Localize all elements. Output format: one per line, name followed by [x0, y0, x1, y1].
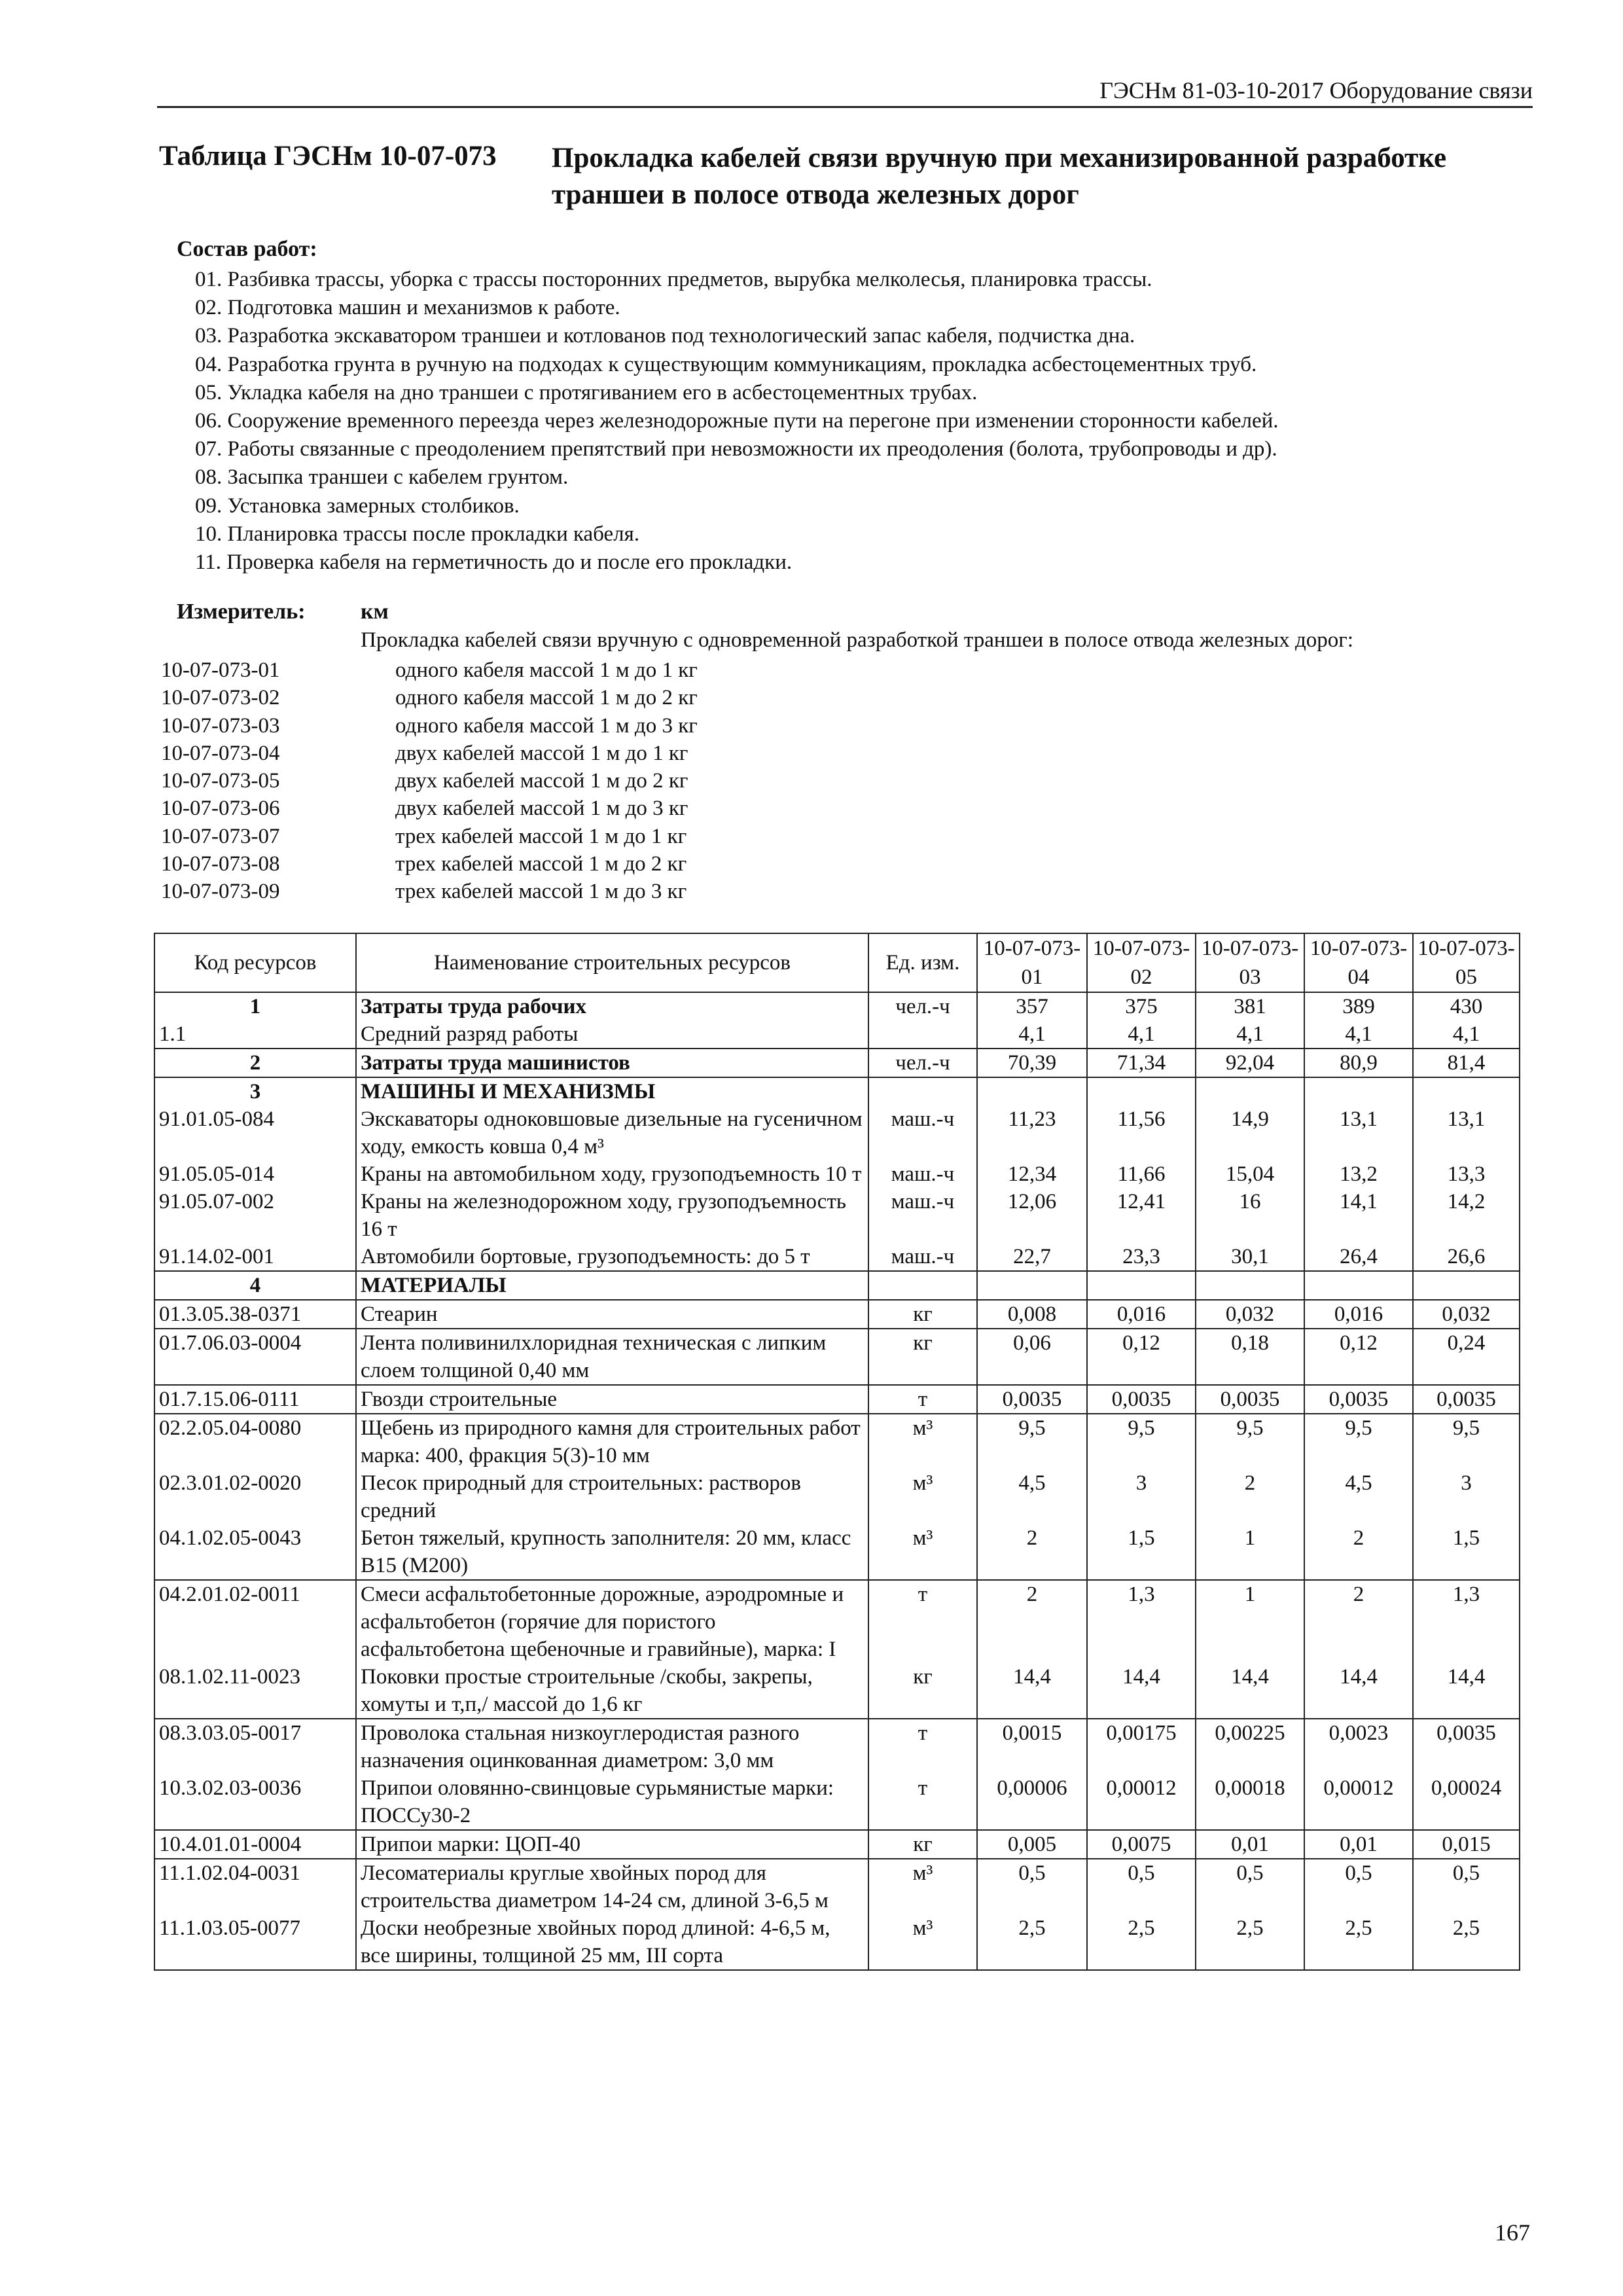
value-cell: 0,01 [1304, 1830, 1413, 1859]
variant-list [161, 656, 698, 906]
value-cell: 0,12 [1087, 1329, 1196, 1385]
resource-unit: маш.-ч [868, 1160, 977, 1188]
variant-row [161, 767, 698, 795]
variant-text: трех кабелей массой 1 м до 3 кг [395, 880, 687, 904]
resource-unit: м³ [868, 1859, 977, 1914]
value-cell: 92,04 [1196, 1049, 1304, 1077]
value-cell: 0,005 [977, 1830, 1087, 1859]
value-cell: 0,0035 [1304, 1385, 1413, 1414]
header-name: Наименование строительных ресурсов [356, 933, 868, 992]
value-cell: 4,1 [1304, 1020, 1413, 1049]
variant-code: 10-07-073-08 [161, 852, 280, 876]
table-row [154, 1469, 1520, 1524]
resource-name: Припои оловянно-свинцовые сурьмянистые марки: ПОССу30-2 [356, 1774, 868, 1830]
value-cell [1304, 1077, 1413, 1105]
table-row [154, 1524, 1520, 1580]
value-cell [1413, 1271, 1520, 1300]
value-cell: 15,04 [1196, 1160, 1304, 1188]
resource-unit: т [868, 1774, 977, 1830]
variant-code: 10-07-073-06 [161, 797, 280, 821]
resource-code: 10.4.01.01-0004 [154, 1830, 356, 1859]
value-cell: 13,1 [1304, 1105, 1413, 1160]
value-cell: 14,4 [1087, 1663, 1196, 1719]
header-col-4: 10-07-073-04 [1304, 933, 1413, 992]
resource-name: МАШИНЫ И МЕХАНИЗМЫ [356, 1077, 868, 1105]
value-cell: 2 [1196, 1469, 1304, 1524]
value-cell: 4,1 [1196, 1020, 1304, 1049]
resource-unit: кг [868, 1830, 977, 1859]
value-cell: 0,5 [977, 1859, 1087, 1914]
variant-text: трех кабелей массой 1 м до 2 кг [395, 852, 687, 876]
variant-code: 10-07-073-07 [161, 824, 280, 848]
variant-code: 10-07-073-02 [161, 686, 280, 710]
value-cell: 2,5 [1304, 1914, 1413, 1970]
variant-row [161, 712, 698, 740]
work-item: 10. Планировка трассы после прокладки кабеля. [195, 522, 640, 546]
resource-unit: маш.-ч [868, 1188, 977, 1243]
value-cell: 2 [977, 1524, 1087, 1580]
resource-name: Средний разряд работы [356, 1020, 868, 1049]
value-cell [977, 1271, 1087, 1300]
value-cell: 16 [1196, 1188, 1304, 1243]
resource-name: Смеси асфальтобетонные дорожные, аэродромные и асфальтобетон (горячие для пористого асфальтобетона щебеночные и гравийные), марка: I [356, 1580, 868, 1663]
value-cell: 0,0035 [1413, 1719, 1520, 1774]
value-cell [1087, 1271, 1196, 1300]
value-cell: 14,4 [977, 1663, 1087, 1719]
value-cell: 381 [1196, 992, 1304, 1020]
running-header: ГЭСНм 81-03-10-2017 Оборудование связи [157, 77, 1533, 108]
variant-row [161, 684, 698, 711]
value-cell: 0,5 [1087, 1859, 1196, 1914]
table-row [154, 1859, 1520, 1914]
value-cell [1304, 1271, 1413, 1300]
variant-text: одного кабеля массой 1 м до 3 кг [395, 713, 698, 738]
value-cell [1087, 1077, 1196, 1105]
works-heading: Состав работ: [177, 237, 317, 261]
resource-name: Стеарин [356, 1300, 868, 1329]
value-cell: 9,5 [1413, 1414, 1520, 1469]
variant-code: 10-07-073-04 [161, 741, 280, 765]
value-cell: 12,06 [977, 1188, 1087, 1243]
table-row [154, 1385, 1520, 1414]
value-cell: 22,7 [977, 1243, 1087, 1271]
value-cell: 1,3 [1087, 1580, 1196, 1663]
value-cell: 0,12 [1304, 1329, 1413, 1385]
header-col-3: 10-07-073-03 [1196, 933, 1304, 992]
resources-table [154, 933, 1520, 1971]
resource-code: 04.2.01.02-0011 [154, 1580, 356, 1663]
value-cell: 0,008 [977, 1300, 1087, 1329]
variant-text: двух кабелей массой 1 м до 3 кг [395, 797, 688, 821]
resource-name: Краны на железнодорожном ходу, грузоподъемность 16 т [356, 1188, 868, 1243]
value-cell: 1,3 [1413, 1580, 1520, 1663]
value-cell: 1,5 [1087, 1524, 1196, 1580]
value-cell: 0,06 [977, 1329, 1087, 1385]
header-col-5: 10-07-073-05 [1413, 933, 1520, 992]
resource-unit: маш.-ч [868, 1243, 977, 1271]
resource-name: Щебень из природного камня для строительных работ марка: 400, фракция 5(3)-10 мм [356, 1414, 868, 1469]
value-cell: 0,0075 [1087, 1830, 1196, 1859]
value-cell: 0,00225 [1196, 1719, 1304, 1774]
value-cell: 4,1 [977, 1020, 1087, 1049]
value-cell: 2,5 [1087, 1914, 1196, 1970]
work-item: 04. Разработка грунта в ручную на подходах к существующим коммуникациям, прокладка асбестоцементных труб. [195, 352, 1257, 376]
table-row [154, 1243, 1520, 1271]
table-row [154, 1914, 1520, 1970]
value-cell: 14,4 [1413, 1663, 1520, 1719]
value-cell: 12,34 [977, 1160, 1087, 1188]
value-cell: 0,00006 [977, 1774, 1087, 1830]
resource-unit: чел.-ч [868, 1049, 977, 1077]
value-cell: 14,4 [1196, 1663, 1304, 1719]
table-row [154, 1774, 1520, 1830]
variant-text: двух кабелей массой 1 м до 1 кг [395, 741, 688, 765]
value-cell: 0,015 [1413, 1830, 1520, 1859]
resource-unit: кг [868, 1300, 977, 1329]
resource-code: 1 [154, 992, 356, 1020]
variant-code: 10-07-073-01 [161, 658, 280, 682]
table-row [154, 1414, 1520, 1469]
header-unit: Ед. изм. [868, 933, 977, 992]
resource-unit: маш.-ч [868, 1105, 977, 1160]
variant-row [161, 878, 698, 905]
value-cell: 4,1 [1087, 1020, 1196, 1049]
value-cell: 0,00175 [1087, 1719, 1196, 1774]
value-cell: 0,0035 [1196, 1385, 1304, 1414]
table-title: Прокладка кабелей связи вручную при механизированной разработке траншеи в полосе отвода железных дорог [552, 143, 1447, 210]
table-row [154, 1663, 1520, 1719]
table-header-row [154, 933, 1520, 992]
work-item: 07. Работы связанные с преодолением препятствий при невозможности их преодоления (болота, трубопроводы и др). [195, 437, 1277, 461]
table-row [154, 1329, 1520, 1385]
resource-name: Бетон тяжелый, крупность заполнителя: 20 мм, класс В15 (М200) [356, 1524, 868, 1580]
variant-row [161, 740, 698, 767]
variant-code: 10-07-073-05 [161, 769, 280, 793]
resource-code: 91.14.02-001 [154, 1243, 356, 1271]
value-cell: 80,9 [1304, 1049, 1413, 1077]
resource-unit: кг [868, 1329, 977, 1385]
value-cell: 0,5 [1304, 1859, 1413, 1914]
value-cell [1413, 1077, 1520, 1105]
value-cell: 2,5 [977, 1914, 1087, 1970]
resource-name: Затраты труда рабочих [356, 992, 868, 1020]
resource-code: 04.1.02.05-0043 [154, 1524, 356, 1580]
value-cell: 0,5 [1413, 1859, 1520, 1914]
page-number: 167 [1495, 2219, 1530, 2246]
value-cell: 9,5 [1087, 1414, 1196, 1469]
resource-code: 08.1.02.11-0023 [154, 1663, 356, 1719]
resource-unit: чел.-ч [868, 992, 977, 1020]
variant-row [161, 850, 698, 878]
work-item: 11. Проверка кабеля на герметичность до и после его прокладки. [195, 550, 793, 575]
table-row [154, 1105, 1520, 1160]
value-cell: 0,0035 [1413, 1385, 1520, 1414]
resource-code: 01.7.06.03-0004 [154, 1329, 356, 1385]
resource-name: Краны на автомобильном ходу, грузоподъемность 10 т [356, 1160, 868, 1188]
resource-code: 10.3.02.03-0036 [154, 1774, 356, 1830]
resource-unit: т [868, 1385, 977, 1414]
work-item: 05. Укладка кабеля на дно траншеи с протягиванием его в асбестоцементных трубах. [195, 380, 978, 404]
resource-name: Лесоматериалы круглые хвойных пород для строительства диаметром 14-24 см, длиной 3-6,5 м [356, 1859, 868, 1914]
works-list [195, 266, 1279, 577]
value-cell: 4,1 [1413, 1020, 1520, 1049]
resource-unit [868, 1020, 977, 1049]
value-cell [977, 1077, 1087, 1105]
table-row [154, 1271, 1520, 1300]
value-cell: 2,5 [1413, 1914, 1520, 1970]
value-cell: 389 [1304, 992, 1413, 1020]
value-cell: 0,24 [1413, 1329, 1520, 1385]
resource-name: Припои марки: ЦОП-40 [356, 1830, 868, 1859]
variant-text: двух кабелей массой 1 м до 2 кг [395, 769, 688, 793]
work-item: 08. Засыпка траншеи с кабелем грунтом. [195, 465, 569, 490]
work-item: 01. Разбивка трассы, уборка с трассы посторонних предметов, вырубка мелколесья, планировка трассы. [195, 268, 1152, 291]
value-cell: 0,0023 [1304, 1719, 1413, 1774]
value-cell: 9,5 [1196, 1414, 1304, 1469]
table-row [154, 1830, 1520, 1859]
resource-code: 02.3.01.02-0020 [154, 1469, 356, 1524]
value-cell: 1,5 [1413, 1524, 1520, 1580]
table-row [154, 1077, 1520, 1105]
value-cell: 0,00012 [1087, 1774, 1196, 1830]
value-cell: 11,66 [1087, 1160, 1196, 1188]
resource-name: Гвозди строительные [356, 1385, 868, 1414]
resource-code: 01.3.05.38-0371 [154, 1300, 356, 1329]
resource-code: 91.05.07-002 [154, 1188, 356, 1243]
value-cell: 14,9 [1196, 1105, 1304, 1160]
variant-code: 10-07-073-03 [161, 713, 280, 738]
resource-code: 02.2.05.04-0080 [154, 1414, 356, 1469]
value-cell: 12,41 [1087, 1188, 1196, 1243]
resource-code: 4 [154, 1271, 356, 1300]
resource-code: 91.01.05-084 [154, 1105, 356, 1160]
value-cell: 11,56 [1087, 1105, 1196, 1160]
resource-code: 91.05.05-014 [154, 1160, 356, 1188]
work-item: 02. Подготовка машин и механизмов к работе. [195, 296, 620, 320]
resource-name: Песок природный для строительных: растворов средний [356, 1469, 868, 1524]
variant-text: одного кабеля массой 1 м до 1 кг [395, 658, 698, 682]
value-cell: 26,4 [1304, 1243, 1413, 1271]
value-cell: 14,4 [1304, 1663, 1413, 1719]
value-cell: 0,016 [1304, 1300, 1413, 1329]
resource-name: Лента поливинилхлоридная техническая с липким слоем толщиной 0,40 мм [356, 1329, 868, 1385]
work-item: 03. Разработка экскаватором траншеи и котлованов под технологический запас кабеля, подчистка дна. [195, 324, 1135, 348]
value-cell: 14,2 [1413, 1188, 1520, 1243]
value-cell: 0,032 [1413, 1300, 1520, 1329]
value-cell: 0,016 [1087, 1300, 1196, 1329]
variant-code: 10-07-073-09 [161, 880, 280, 904]
value-cell: 357 [977, 992, 1087, 1020]
work-item: 06. Сооружение временного переезда через железнодорожные пути на перегоне при изменении сторонности кабелей. [195, 409, 1279, 433]
value-cell: 4,5 [977, 1469, 1087, 1524]
value-cell: 2 [1304, 1524, 1413, 1580]
value-cell [1196, 1271, 1304, 1300]
value-cell: 14,1 [1304, 1188, 1413, 1243]
value-cell: 4,5 [1304, 1469, 1413, 1524]
table-row [154, 1160, 1520, 1188]
measure-heading: Измеритель: [177, 600, 306, 624]
resource-code: 01.7.15.06-0111 [154, 1385, 356, 1414]
value-cell: 0,18 [1196, 1329, 1304, 1385]
value-cell: 0,0035 [977, 1385, 1087, 1414]
value-cell: 430 [1413, 992, 1520, 1020]
value-cell: 81,4 [1413, 1049, 1520, 1077]
resource-unit [868, 1077, 977, 1105]
variant-row [161, 823, 698, 850]
value-cell: 9,5 [1304, 1414, 1413, 1469]
resource-name: Автомобили бортовые, грузоподъемность: до 5 т [356, 1243, 868, 1271]
value-cell: 70,39 [977, 1049, 1087, 1077]
value-cell: 0,5 [1196, 1859, 1304, 1914]
resource-unit: м³ [868, 1469, 977, 1524]
resource-unit: м³ [868, 1914, 977, 1970]
variant-row [161, 656, 698, 684]
resource-code: 11.1.03.05-0077 [154, 1914, 356, 1970]
value-cell: 2 [977, 1580, 1087, 1663]
variant-text: одного кабеля массой 1 м до 2 кг [395, 686, 698, 710]
value-cell: 13,2 [1304, 1160, 1413, 1188]
table-row [154, 1300, 1520, 1329]
value-cell: 1 [1196, 1580, 1304, 1663]
resource-code: 1.1 [154, 1020, 356, 1049]
resource-unit: т [868, 1719, 977, 1774]
value-cell: 0,00012 [1304, 1774, 1413, 1830]
table-row [154, 1580, 1520, 1663]
header-code: Код ресурсов [154, 933, 356, 992]
header-col-2: 10-07-073-02 [1087, 933, 1196, 992]
value-cell: 13,3 [1413, 1160, 1520, 1188]
measure-unit: км [361, 600, 389, 624]
value-cell: 3 [1087, 1469, 1196, 1524]
table-row [154, 1719, 1520, 1774]
table-row [154, 1049, 1520, 1077]
value-cell: 1 [1196, 1524, 1304, 1580]
resource-code: 11.1.02.04-0031 [154, 1859, 356, 1914]
value-cell: 9,5 [977, 1414, 1087, 1469]
variant-text: трех кабелей массой 1 м до 1 кг [395, 824, 687, 848]
value-cell: 23,3 [1087, 1243, 1196, 1271]
value-cell: 71,34 [1087, 1049, 1196, 1077]
resource-unit: м³ [868, 1414, 977, 1469]
table-row [154, 1020, 1520, 1049]
resource-code: 2 [154, 1049, 356, 1077]
table-row [154, 992, 1520, 1020]
resource-unit [868, 1271, 977, 1300]
value-cell: 30,1 [1196, 1243, 1304, 1271]
work-item: 09. Установка замерных столбиков. [195, 493, 520, 518]
value-cell: 0,0035 [1087, 1385, 1196, 1414]
value-cell: 375 [1087, 992, 1196, 1020]
resource-unit: кг [868, 1663, 977, 1719]
resource-code: 08.3.03.05-0017 [154, 1719, 356, 1774]
value-cell: 2 [1304, 1580, 1413, 1663]
resource-unit: т [868, 1580, 977, 1663]
value-cell: 0,01 [1196, 1830, 1304, 1859]
header-col-1: 10-07-073-01 [977, 933, 1087, 992]
value-cell: 13,1 [1413, 1105, 1520, 1160]
value-cell: 26,6 [1413, 1243, 1520, 1271]
resource-name: Поковки простые строительные /скобы, закрепы, хомуты и т,п,/ массой до 1,6 кг [356, 1663, 868, 1719]
resource-code: 3 [154, 1077, 356, 1105]
table-label: Таблица ГЭСНм 10-07-073 [159, 141, 497, 171]
variant-row [161, 795, 698, 822]
resource-unit: м³ [868, 1524, 977, 1580]
value-cell: 0,0015 [977, 1719, 1087, 1774]
table-row [154, 1188, 1520, 1243]
resource-name: Доски необрезные хвойных пород длиной: 4-6,5 м, все ширины, толщиной 25 мм, III сорта [356, 1914, 868, 1970]
resource-name: Экскаваторы одноковшовые дизельные на гусеничном ходу, емкость ковша 0,4 м³ [356, 1105, 868, 1160]
resource-name: МАТЕРИАЛЫ [356, 1271, 868, 1300]
value-cell: 2,5 [1196, 1914, 1304, 1970]
resource-name: Затраты труда машинистов [356, 1049, 868, 1077]
value-cell: 0,00018 [1196, 1774, 1304, 1830]
value-cell: 11,23 [977, 1105, 1087, 1160]
value-cell [1196, 1077, 1304, 1105]
resource-name: Проволока стальная низкоуглеродистая разного назначения оцинкованная диаметром: 3,0 мм [356, 1719, 868, 1774]
value-cell: 3 [1413, 1469, 1520, 1524]
measure-description: Прокладка кабелей связи вручную с одновременной разработкой траншеи в полосе отвода железных дорог: [361, 628, 1354, 652]
value-cell: 0,00024 [1413, 1774, 1520, 1830]
value-cell: 0,032 [1196, 1300, 1304, 1329]
